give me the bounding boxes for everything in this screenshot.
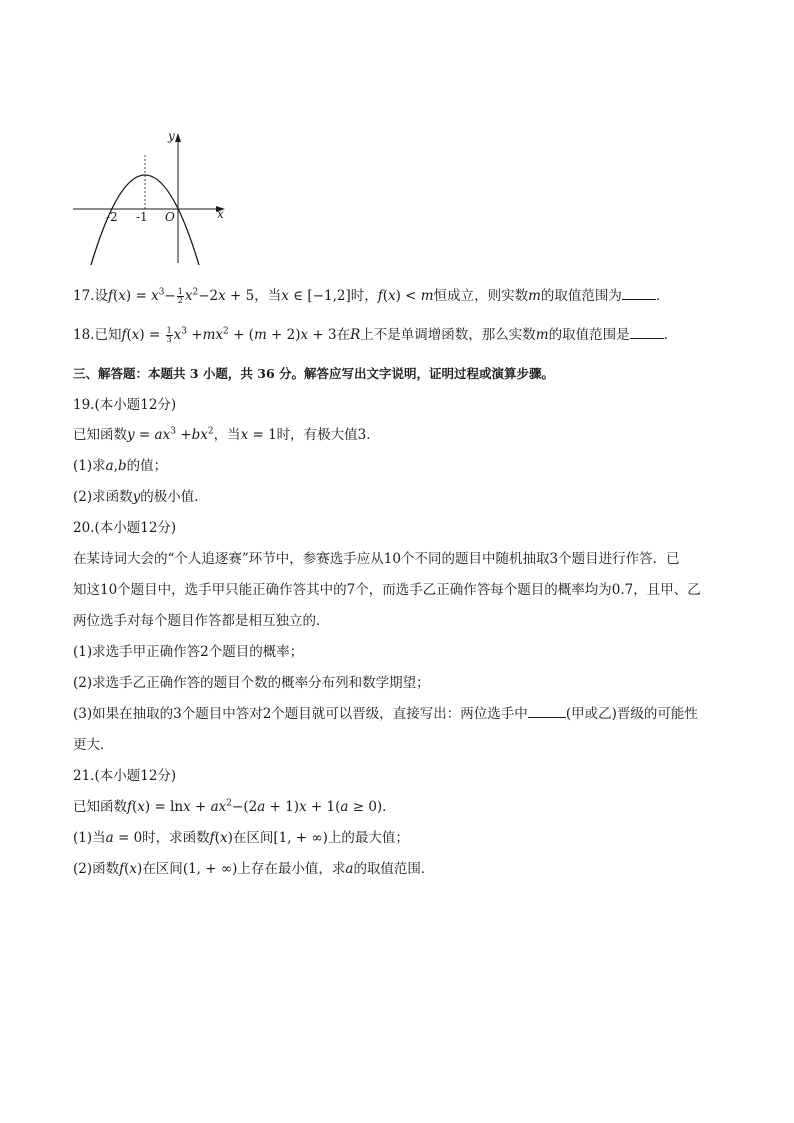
q17-text-3: 时， [350,288,378,304]
q19-number: 19. [73,397,95,413]
q21-p1-b: 时，求函数 [142,830,210,846]
q21-part-2: (2)函数f(x)在区间(1, + ∞)上存在最小值，求a的取值范围． [73,861,435,877]
q19-stmt-4: ． [366,427,380,443]
q21-p2-d: 的取值范围． [353,861,435,877]
question-18: 18.已知f(x) = $\frac{1}{3}$ $x^3 +mx^2 + (m + 2)x + 3$在R上不是单调增函数，那么实数m的取值范围是 ． [73,326,678,344]
q17-number: 17. [73,288,95,304]
q17-text-4: 恒成立，则实数 [433,288,529,304]
q19-stmt-3: 时，有极大值 [276,427,358,443]
parabola-graph [70,125,240,270]
q17-function: f [107,288,113,304]
y-axis-arrow [175,133,181,142]
q20-line-1: 在某诗词大会的“个人追逐赛”环节中，参赛选手应从10个不同的题目中随机抽取3个题目进行作答．已 [73,551,680,567]
q20-answer-blank[interactable] [528,705,566,718]
q20-part-3-cont: 更大． [73,737,114,753]
q18-number: 18. [73,327,95,343]
q21-p2-c: 上存在最小值，求 [237,861,346,877]
q18-text-4: 的取值范围是 [548,327,630,343]
origin-label: O [165,210,175,224]
q21-number: 21. [73,768,95,784]
q20-number: 20. [73,520,95,536]
q21-stmt-2: ． [382,799,396,815]
q20-line-3: 两位选手对每个题目作答都是相互独立的． [73,613,330,629]
q17-text-2: ，当 [254,288,282,304]
q21-stmt-1: 已知函数 [73,799,127,815]
q19-stmt-1: 已知函数 [73,427,127,443]
q19-p1-a: (1)求 [73,458,106,474]
q17-text-5: 的取值范围为 [540,288,622,304]
tick-label-neg2: -2 [106,210,118,224]
q17-text-1: 设 [94,288,108,304]
q18-text-3: 上不是单调增函数，那么实数 [360,327,536,343]
q21-p1-c: 在区间 [232,830,274,846]
q20-part-3 [73,704,698,724]
q20-points: (本小题12分) [94,520,177,536]
q19-part-2: (2)求函数y的极小值． [73,489,208,505]
q21-statement: 已知函数$f(x) = \ln x + ax^2-(2a + 1)x + 1(a \ge 0)$． [73,798,396,815]
q18-text-5: ． [663,327,678,343]
q20-header [73,518,176,538]
q21-p2-a: (2)函数 [73,861,120,877]
q21-points: (本小题12分) [94,768,177,784]
q19-statement: 已知函数$y = ax^3 +bx^2$，当x = 1时，有极大值3． [73,426,380,443]
q20-p3-a: (3)如果在抽取的3个题目中答对2个题目就可以晋级，直接写出：两位选手中 [73,706,528,722]
x-axis-label: x [217,207,224,221]
question-17: 17.设$f(x) = x^3-$ $\frac{1}{2}$ $x^2-2x + 5$，当x ∈ [−1,2]时，f(x) < m恒成立，则实数m的取值范围为 ． [73,287,670,305]
q21-p1-d: 上的最大值； [327,830,409,846]
q21-part-1: (1)当a = 0时，求函数f(x)在区间[1, + ∞)上的最大值； [73,830,409,846]
y-axis-label: y [168,129,175,143]
q20-part-1: (1)求选手甲正确作答2个题目的概率； [73,644,304,660]
q20-part-2: (2)求选手乙正确作答的题目个数的概率分布列和数学期望； [73,675,430,691]
q19-stmt-2: ，当 [213,427,241,443]
q18-answer-blank[interactable] [630,326,664,339]
q17-answer-blank[interactable] [622,287,656,300]
q18-text-2: 在 [336,327,351,343]
q21-header [73,766,176,786]
q19-part-1: (1)求a,b的值； [73,458,168,474]
tick-label-neg1: -1 [136,210,148,224]
q21-p1-a: (1)当 [73,830,106,846]
q19-points: (本小题12分) [94,397,177,413]
q19-p1-b: 的值； [126,458,168,474]
q19-p2-a: (2)求函数 [73,489,133,505]
q20-line-2: 知这10个题目中，选手甲只能正确作答其中的7个，而选手乙正确作答每个题目的概率均为0.7，且甲、乙 [73,582,701,598]
q19-header [73,395,176,415]
q18-text-1: 已知 [94,327,122,343]
section-3-heading: 三、解答题：本题共 3 小题，共 36 分。解答应写出文字说明，证明过程或演算步骤。 [73,366,555,381]
q19-p2-b: 的极小值． [140,489,208,505]
q21-p2-b: 在区间 [142,861,183,877]
q20-p3-b: (甲或乙)晋级的可能性 [565,706,698,722]
q17-text-6: ． [655,288,670,304]
